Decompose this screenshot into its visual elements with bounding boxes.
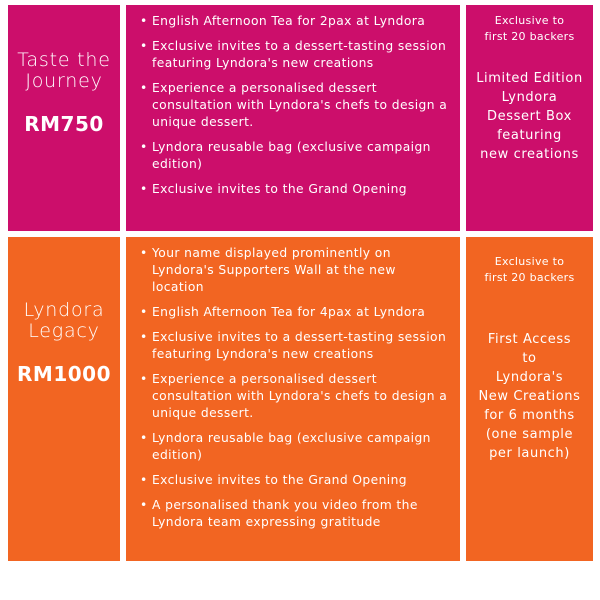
exclusive-perk: First Access to Lyndora's New Creations for 6 months (one sample per launch) — [478, 332, 581, 461]
benefit-item: • Exclusive invites to a dessert-tasting session featuring Lyndora's new creations — [138, 38, 448, 72]
backer-limit: Exclusive to first 20 backers — [484, 14, 575, 43]
benefit-item: • Exclusive invites to a dessert-tasting session featuring Lyndora's new creations — [138, 329, 448, 363]
tier-price: RM1000 — [17, 362, 111, 386]
benefit-item: • Experience a personalised dessert consultation with Lyndora's chefs to design a unique dessert. — [138, 80, 448, 131]
tier-2-name-cell — [8, 237, 120, 561]
tier-1-extras-cell — [466, 5, 593, 231]
benefit-item: • Exclusive invites to the Grand Opening — [138, 472, 448, 489]
tier-price: RM750 — [24, 112, 104, 136]
tier-2-benefits-cell — [126, 237, 460, 561]
tier-1-benefits-cell — [126, 5, 460, 231]
benefit-list — [138, 245, 448, 531]
tier-name: Lyndora Legacy — [23, 299, 105, 342]
tier-1-name-cell — [8, 5, 120, 231]
benefit-item: • Exclusive invites to the Grand Opening — [138, 181, 448, 198]
benefit-item: • Your name displayed prominently on Lyndora's Supporters Wall at the new location — [138, 245, 448, 296]
benefit-item: • A personalised thank you video from the Lyndora team expressing gratitude — [138, 497, 448, 531]
tier-name: Taste the Journey — [17, 49, 111, 92]
benefit-item: • English Afternoon Tea for 2pax at Lyndora — [138, 13, 448, 30]
benefit-list — [138, 13, 448, 198]
exclusive-perk: Limited Edition Lyndora Dessert Box featuring new creations — [476, 71, 583, 162]
benefit-item: • Experience a personalised dessert consultation with Lyndora's chefs to design a unique dessert. — [138, 371, 448, 422]
benefit-item: • Lyndora reusable bag (exclusive campaign edition) — [138, 139, 448, 173]
backer-limit: Exclusive to first 20 backers — [484, 255, 575, 284]
benefit-item: • English Afternoon Tea for 4pax at Lyndora — [138, 304, 448, 321]
benefit-item: • Lyndora reusable bag (exclusive campaign edition) — [138, 430, 448, 464]
tier-2-extras-cell — [466, 237, 593, 561]
